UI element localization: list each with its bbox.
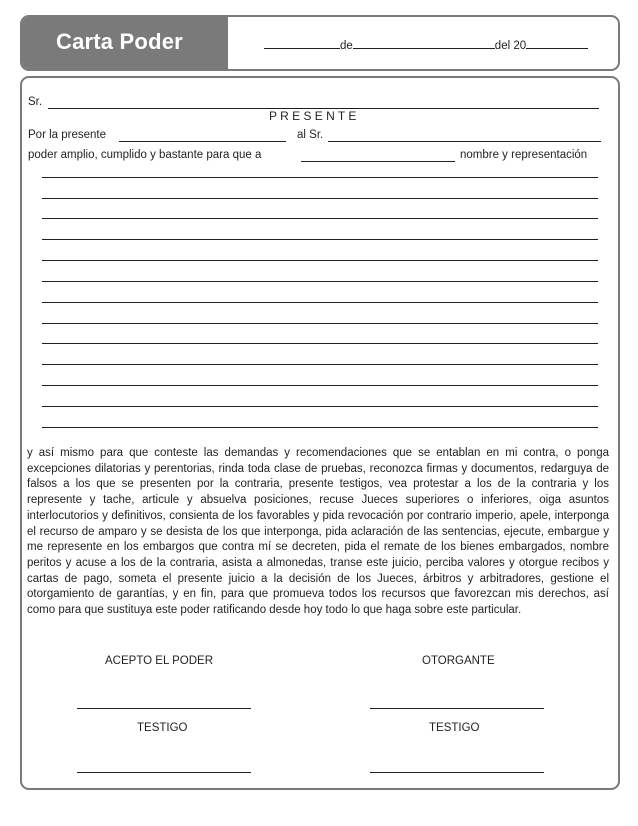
document-title: Carta Poder (56, 29, 183, 54)
date-del-label: del 20 (494, 40, 527, 52)
grantee-blank[interactable] (328, 141, 601, 142)
nombre-representacion-text: nombre y representación (460, 149, 588, 161)
otorgante-signature-line[interactable] (370, 708, 544, 709)
testigo-right-signature-line[interactable] (370, 772, 544, 773)
month-blank[interactable] (353, 37, 495, 49)
acepto-poder-label: ACEPTO EL PODER (105, 655, 214, 667)
writing-line[interactable] (42, 343, 598, 344)
writing-line[interactable] (42, 364, 598, 365)
por-la-presente-label: Por la presente (28, 129, 106, 141)
otorgante-label: OTORGANTE (422, 655, 495, 667)
poder-amplio-text: poder amplio, cumplido y bastante para que a (28, 149, 262, 161)
year-blank[interactable] (526, 37, 588, 49)
writing-line[interactable] (42, 406, 598, 407)
powers-paragraph: y así mismo para que conteste las demandas y recomendaciones que se entablan en mi contra, o ponga excepciones dilatorias y perentorias, rinda toda clase de pruebas, reconozca firmas y documentos, redarguya de falsos a los que se presenten por la contraria, presente testigos, vea protestar a los de la contraria y los represente y tache, articule y absuelva posiciones, recuse Jueces superiores o inferiores, oiga asuntos interlocutorios y definitivos, consienta de los favorables y pida revocación por contrario imperio, apele, interponga el recurso de amparo y se desista de los que interponga, pida aclaración de las sentencias, ejecute, embargue y me represente en los embargos que contra mí se decreten, pida el remate de los bienes embargados, nombre peritos y acuse a los de la contraria, asista a almonedas, transe este juicio, perciba valores y otorgue recibos y cartas de pago, someta el presente juicio a la decisión de los Jueces, árbitros y arbitradores, gestione el otorgamiento de garantías, y en fin, para que promueva todos los recursos que favorezcan mis derechos, así como para que sustituya este poder ratificando desde hoy todo lo que haga sobre este particular. (27, 447, 609, 617)
representative-blank[interactable] (301, 161, 455, 162)
writing-line[interactable] (42, 260, 598, 261)
writing-line[interactable] (42, 302, 598, 303)
place-blank[interactable] (264, 37, 340, 49)
writing-line[interactable] (42, 385, 598, 386)
body-box (20, 76, 620, 790)
date-de-label: de (340, 40, 353, 52)
writing-line[interactable] (42, 281, 598, 282)
presente-heading: P R E S E N T E (269, 109, 357, 123)
writing-line[interactable] (42, 427, 598, 428)
writing-line[interactable] (42, 239, 598, 240)
writing-line[interactable] (42, 323, 598, 324)
testigo-right-label: TESTIGO (429, 722, 480, 734)
grantor-blank[interactable] (119, 141, 286, 142)
sr-label: Sr. (28, 96, 43, 108)
date-line (264, 37, 588, 52)
acepto-signature-line[interactable] (77, 708, 251, 709)
writing-line[interactable] (42, 218, 598, 219)
writing-line[interactable] (42, 177, 598, 178)
header-box (20, 15, 620, 71)
al-sr-label: al Sr. (297, 129, 324, 141)
testigo-left-label: TESTIGO (137, 722, 188, 734)
title-cell (22, 17, 228, 69)
writing-line[interactable] (42, 198, 598, 199)
testigo-left-signature-line[interactable] (77, 772, 251, 773)
